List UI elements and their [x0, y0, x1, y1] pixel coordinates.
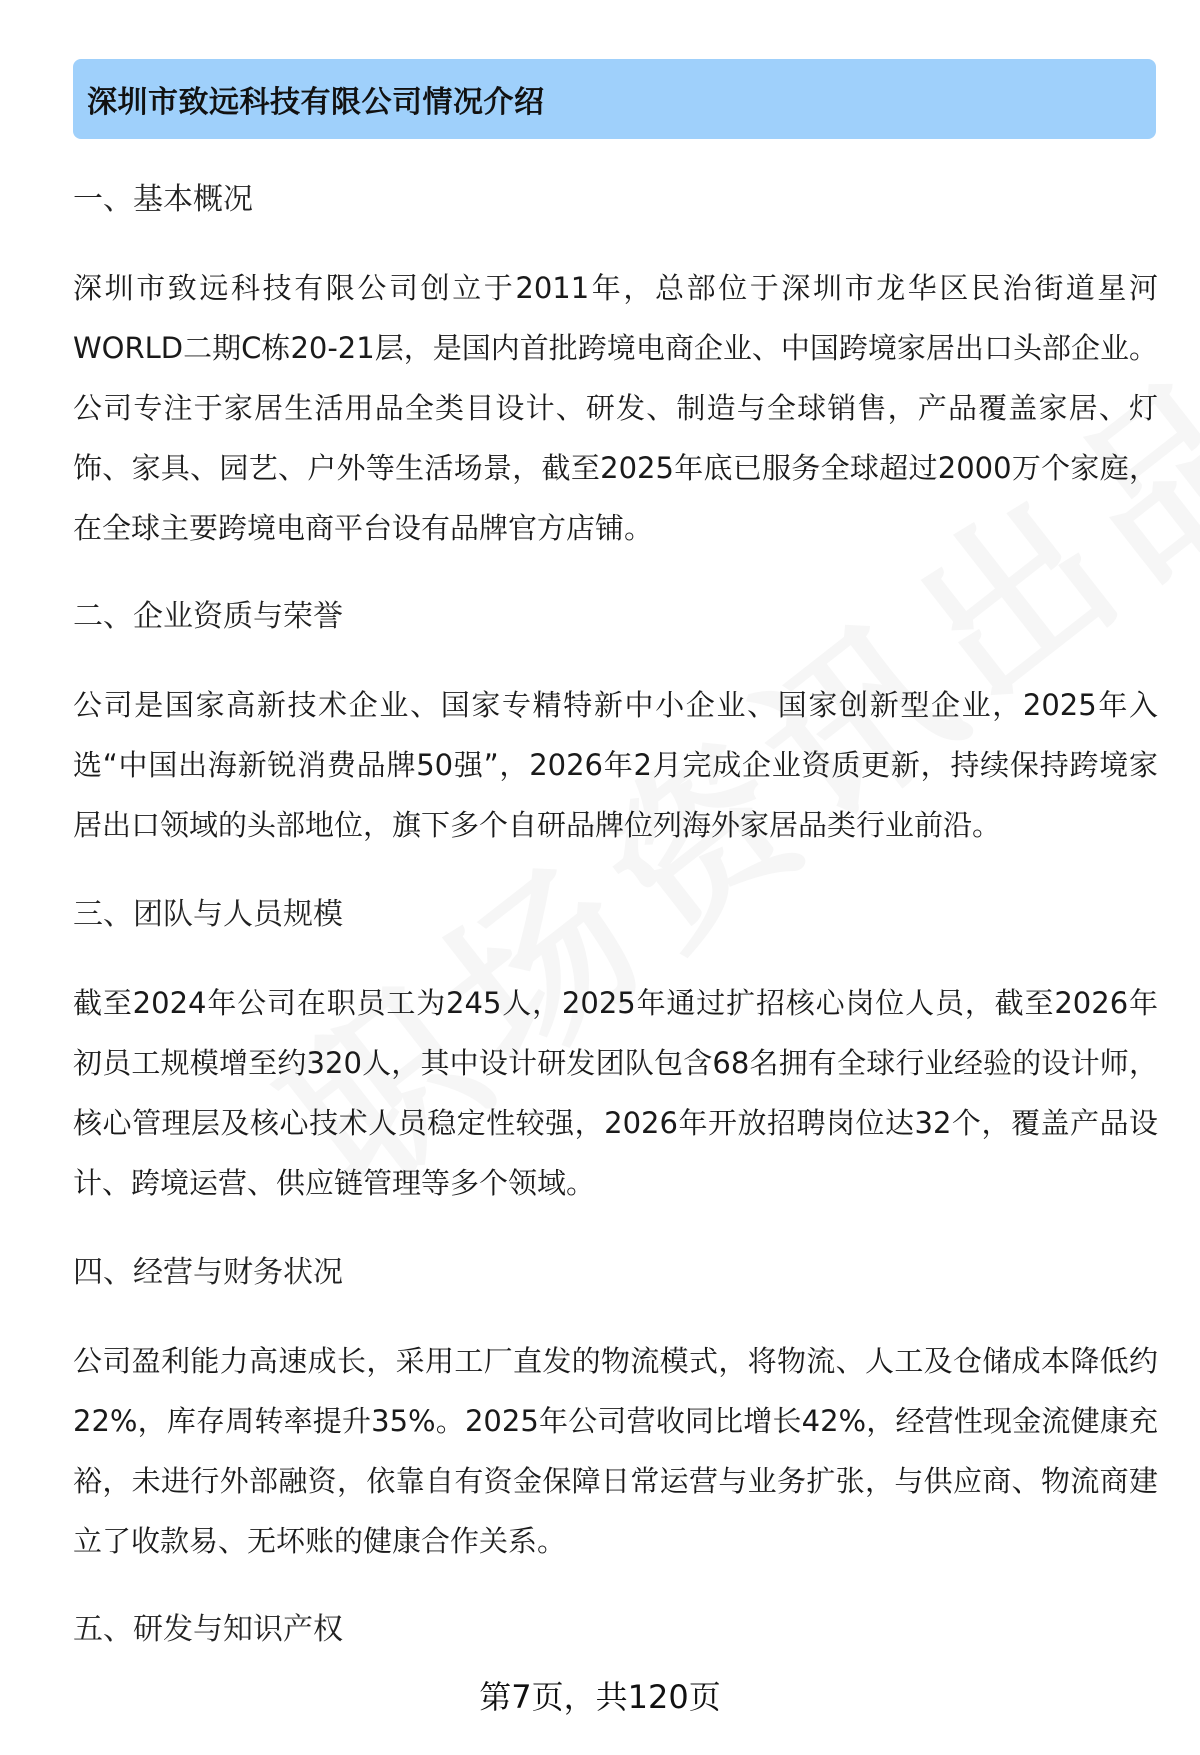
section-heading-basic-overview: 一、基本概况 — [73, 182, 253, 217]
document-title: 深圳市致远科技有限公司情况介绍 — [87, 85, 545, 120]
title-banner — [73, 59, 1156, 139]
section-body-finance: 公司盈利能力高速成长，采用工厂直发的物流模式，将物流、人工及仓储成本降低约22%，库存周转率提升35%。2025年公司营收同比增长42%，经营性现金流健康充裕，未进行外部融资，依靠自有资金保障日常运营与业务扩张，与供应商、物流商建立了收款易、无坏账的健康合作关系。 — [73, 1344, 1158, 1558]
section-body-team: 截至2024年公司在职员工为245人，2025年通过扩招核心岗位人员，截至2026年初员工规模增至约320人，其中设计研发团队包含68名拥有全球行业经验的设计师，核心管理层及核心技术人员稳定性较强，2026年开放招聘岗位达32个，覆盖产品设计、跨境运营、供应链管理等多个领域。 — [73, 986, 1158, 1200]
section-heading-rnd: 五、研发与知识产权 — [73, 1612, 343, 1647]
section-heading-finance: 四、经营与财务状况 — [73, 1255, 343, 1290]
section-heading-team: 三、团队与人员规模 — [73, 897, 343, 932]
section-heading-qualifications: 二、企业资质与荣誉 — [73, 599, 343, 634]
section-body-basic-overview: 深圳市致远科技有限公司创立于2011年，总部位于深圳市龙华区民治街道星河WORLD二期C栋20-21层，是国内首批跨境电商企业、中国跨境家居出口头部企业。公司专注于家居生活用品全类目设计、研发、制造与全球销售，产品覆盖家居、灯饰、家具、园艺、户外等生活场景，截至2025年底已服务全球超过2000万个家庭，在全球主要跨境电商平台设有品牌官方店铺。 — [73, 271, 1158, 545]
section-body-qualifications: 公司是国家高新技术企业、国家专精特新中小企业、国家创新型企业，2025年入选“中国出海新锐消费品牌50强”，2026年2月完成企业资质更新，持续保持跨境家居出口领域的头部地位，旗下多个自研品牌位列海外家居品类行业前沿。 — [73, 688, 1158, 842]
page-number: 第7页，共120页 — [479, 1678, 721, 1716]
